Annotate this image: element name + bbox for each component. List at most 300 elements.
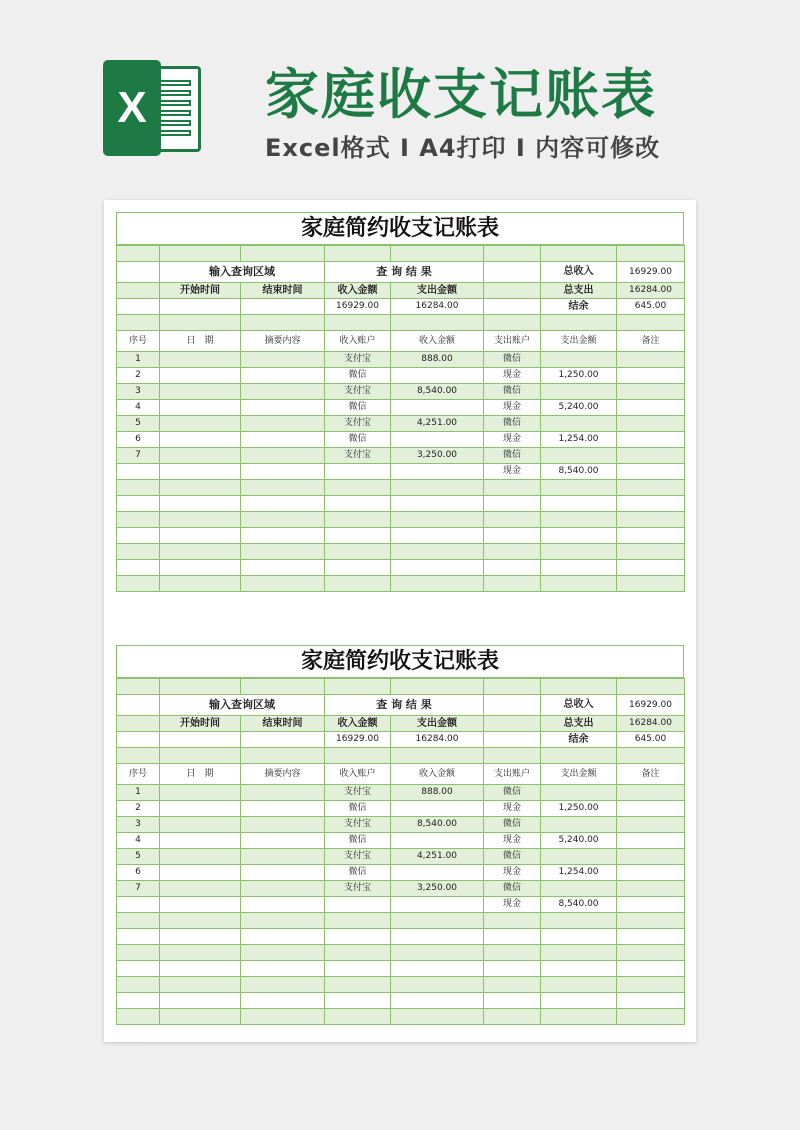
row-date[interactable] [160, 849, 241, 865]
row-date[interactable] [160, 432, 241, 448]
row-expense-account[interactable]: 现金 [484, 400, 541, 416]
row-income-account[interactable] [325, 576, 391, 592]
total-expense-value[interactable]: 16284.00 [617, 716, 685, 732]
spacer-row [117, 679, 685, 695]
query-values-row [117, 732, 685, 748]
col-header-income-account: 收入账户 [325, 331, 391, 352]
row-date[interactable] [160, 865, 241, 881]
row-expense-account[interactable] [484, 480, 541, 496]
row-income-account[interactable] [325, 977, 391, 993]
row-expense-account[interactable] [484, 560, 541, 576]
row-expense-amount[interactable]: 1,254.00 [541, 432, 617, 448]
row-summary[interactable] [241, 416, 325, 432]
row-date[interactable] [160, 480, 241, 496]
row-no[interactable]: 2 [117, 801, 160, 817]
row-income-amount[interactable] [391, 961, 484, 977]
row-no[interactable]: 4 [117, 400, 160, 416]
row-summary[interactable] [241, 512, 325, 528]
row-income-account[interactable]: 微信 [325, 432, 391, 448]
row-note[interactable] [617, 432, 685, 448]
start-time-input[interactable] [160, 299, 241, 315]
row-expense-amount[interactable] [541, 480, 617, 496]
row-note[interactable] [617, 785, 685, 801]
row-expense-account[interactable]: 现金 [484, 368, 541, 384]
row-summary[interactable] [241, 929, 325, 945]
row-date[interactable] [160, 384, 241, 400]
spacer-row [117, 246, 685, 262]
row-expense-amount[interactable]: 8,540.00 [541, 464, 617, 480]
row-expense-amount[interactable]: 1,250.00 [541, 368, 617, 384]
row-expense-account[interactable] [484, 929, 541, 945]
row-income-account[interactable] [325, 993, 391, 1009]
row-expense-amount[interactable]: 1,250.00 [541, 801, 617, 817]
row-date[interactable] [160, 1009, 241, 1025]
balance-value[interactable]: 645.00 [617, 299, 685, 315]
row-no[interactable] [117, 929, 160, 945]
row-expense-amount[interactable] [541, 977, 617, 993]
row-income-amount[interactable]: 3,250.00 [391, 881, 484, 897]
row-note[interactable] [617, 512, 685, 528]
table-row [117, 352, 685, 368]
total-expense-label: 总支出 [541, 716, 617, 732]
row-summary[interactable] [241, 913, 325, 929]
row-expense-amount[interactable] [541, 352, 617, 368]
row-expense-account[interactable]: 现金 [484, 432, 541, 448]
row-income-amount[interactable] [391, 801, 484, 817]
row-no[interactable] [117, 576, 160, 592]
row-note[interactable] [617, 496, 685, 512]
row-income-amount[interactable] [391, 400, 484, 416]
row-no[interactable] [117, 464, 160, 480]
row-income-account[interactable]: 支付宝 [325, 416, 391, 432]
row-income-amount[interactable]: 888.00 [391, 785, 484, 801]
row-income-amount[interactable] [391, 833, 484, 849]
row-income-account[interactable]: 支付宝 [325, 881, 391, 897]
col-header-date: 日 期 [160, 764, 241, 785]
row-income-amount[interactable]: 8,540.00 [391, 384, 484, 400]
row-expense-amount[interactable] [541, 929, 617, 945]
row-income-amount[interactable] [391, 993, 484, 1009]
row-summary[interactable] [241, 432, 325, 448]
row-no[interactable]: 1 [117, 352, 160, 368]
row-note[interactable] [617, 384, 685, 400]
row-note[interactable] [617, 865, 685, 881]
row-income-amount[interactable] [391, 528, 484, 544]
row-date[interactable] [160, 512, 241, 528]
col-header-summary: 摘要内容 [241, 331, 325, 352]
row-note[interactable] [617, 400, 685, 416]
row-expense-account[interactable]: 微信 [484, 352, 541, 368]
row-note[interactable] [617, 993, 685, 1009]
row-no[interactable] [117, 496, 160, 512]
spacer-row [117, 315, 685, 331]
row-expense-amount[interactable] [541, 881, 617, 897]
total-income-value[interactable]: 16929.00 [617, 262, 685, 283]
row-note[interactable] [617, 945, 685, 961]
row-expense-account[interactable] [484, 913, 541, 929]
row-note[interactable] [617, 448, 685, 464]
row-expense-amount[interactable] [541, 817, 617, 833]
row-note[interactable] [617, 961, 685, 977]
row-income-account[interactable] [325, 945, 391, 961]
row-expense-account[interactable]: 微信 [484, 448, 541, 464]
table-row [117, 785, 685, 801]
table-row [117, 1009, 685, 1025]
row-no[interactable]: 3 [117, 817, 160, 833]
row-income-account[interactable] [325, 929, 391, 945]
row-no[interactable] [117, 544, 160, 560]
table-row [117, 368, 685, 384]
row-income-amount[interactable]: 888.00 [391, 352, 484, 368]
row-note[interactable] [617, 801, 685, 817]
row-income-amount[interactable] [391, 368, 484, 384]
row-no[interactable] [117, 977, 160, 993]
query-values-row [117, 299, 685, 315]
row-no[interactable] [117, 560, 160, 576]
column-header-row [117, 764, 685, 785]
table-row [117, 817, 685, 833]
row-summary[interactable] [241, 496, 325, 512]
col-header-income-amount: 收入金额 [391, 764, 484, 785]
row-summary[interactable] [241, 865, 325, 881]
row-income-amount[interactable] [391, 544, 484, 560]
row-date[interactable] [160, 977, 241, 993]
ledger-sheet-1 [116, 212, 684, 592]
row-expense-account[interactable]: 微信 [484, 849, 541, 865]
row-date[interactable] [160, 400, 241, 416]
row-income-amount[interactable]: 3,250.00 [391, 448, 484, 464]
row-summary[interactable] [241, 849, 325, 865]
start-time-input[interactable] [160, 732, 241, 748]
excel-logo-icon [103, 60, 203, 156]
ledger-table [116, 678, 685, 1025]
row-income-amount[interactable] [391, 512, 484, 528]
row-no[interactable] [117, 945, 160, 961]
row-expense-account[interactable]: 现金 [484, 833, 541, 849]
row-expense-amount[interactable]: 8,540.00 [541, 897, 617, 913]
row-date[interactable] [160, 897, 241, 913]
row-date[interactable] [160, 368, 241, 384]
row-income-amount[interactable] [391, 929, 484, 945]
row-expense-account[interactable] [484, 512, 541, 528]
row-expense-account[interactable] [484, 496, 541, 512]
row-note[interactable] [617, 849, 685, 865]
row-income-amount[interactable] [391, 897, 484, 913]
row-note[interactable] [617, 897, 685, 913]
query-area-label: 输入查询区域 [160, 262, 325, 283]
row-summary[interactable] [241, 817, 325, 833]
query-area-label: 输入查询区域 [160, 695, 325, 716]
row-date[interactable] [160, 801, 241, 817]
row-income-account[interactable] [325, 480, 391, 496]
row-expense-account[interactable]: 微信 [484, 817, 541, 833]
col-header-date: 日 期 [160, 331, 241, 352]
row-note[interactable] [617, 1009, 685, 1025]
row-date[interactable] [160, 352, 241, 368]
row-expense-amount[interactable] [541, 384, 617, 400]
row-expense-account[interactable]: 微信 [484, 416, 541, 432]
row-expense-amount[interactable] [541, 1009, 617, 1025]
row-date[interactable] [160, 945, 241, 961]
table-row [117, 496, 685, 512]
row-income-account[interactable] [325, 464, 391, 480]
row-income-account[interactable] [325, 528, 391, 544]
row-summary[interactable] [241, 961, 325, 977]
row-no[interactable]: 5 [117, 849, 160, 865]
row-income-account[interactable] [325, 544, 391, 560]
row-summary[interactable] [241, 945, 325, 961]
row-no[interactable]: 6 [117, 865, 160, 881]
row-income-account[interactable]: 微信 [325, 801, 391, 817]
row-summary[interactable] [241, 384, 325, 400]
row-note[interactable] [617, 464, 685, 480]
row-expense-account[interactable] [484, 977, 541, 993]
row-expense-account[interactable] [484, 945, 541, 961]
row-no[interactable]: 4 [117, 833, 160, 849]
row-expense-amount[interactable] [541, 576, 617, 592]
row-expense-account[interactable] [484, 1009, 541, 1025]
row-note[interactable] [617, 368, 685, 384]
row-date[interactable] [160, 544, 241, 560]
row-no[interactable]: 6 [117, 432, 160, 448]
row-date[interactable] [160, 817, 241, 833]
row-no[interactable] [117, 961, 160, 977]
row-income-account[interactable]: 微信 [325, 368, 391, 384]
row-expense-account[interactable]: 现金 [484, 801, 541, 817]
row-summary[interactable] [241, 833, 325, 849]
row-income-account[interactable]: 支付宝 [325, 817, 391, 833]
table-row [117, 512, 685, 528]
col-header-note: 备注 [617, 331, 685, 352]
row-income-account[interactable] [325, 560, 391, 576]
row-no[interactable]: 5 [117, 416, 160, 432]
row-income-amount[interactable]: 4,251.00 [391, 416, 484, 432]
row-date[interactable] [160, 929, 241, 945]
end-time-input[interactable] [241, 732, 325, 748]
row-no[interactable]: 2 [117, 368, 160, 384]
col-header-income-account: 收入账户 [325, 764, 391, 785]
balance-value[interactable]: 645.00 [617, 732, 685, 748]
row-income-amount[interactable]: 4,251.00 [391, 849, 484, 865]
row-expense-amount[interactable] [541, 528, 617, 544]
row-summary[interactable] [241, 1009, 325, 1025]
row-date[interactable] [160, 913, 241, 929]
row-no[interactable] [117, 528, 160, 544]
row-income-account[interactable]: 支付宝 [325, 448, 391, 464]
row-date[interactable] [160, 528, 241, 544]
row-note[interactable] [617, 929, 685, 945]
row-no[interactable]: 3 [117, 384, 160, 400]
income-amount-label: 收入金额 [325, 716, 391, 732]
row-expense-amount[interactable] [541, 496, 617, 512]
sheet-title: 家庭简约收支记账表 [116, 645, 684, 678]
row-note[interactable] [617, 528, 685, 544]
row-income-account[interactable] [325, 512, 391, 528]
row-date[interactable] [160, 785, 241, 801]
row-date[interactable] [160, 496, 241, 512]
row-summary[interactable] [241, 448, 325, 464]
row-summary[interactable] [241, 528, 325, 544]
row-income-amount[interactable] [391, 865, 484, 881]
row-income-amount[interactable] [391, 1009, 484, 1025]
row-expense-amount[interactable] [541, 560, 617, 576]
row-summary[interactable] [241, 993, 325, 1009]
table-row [117, 833, 685, 849]
row-date[interactable] [160, 993, 241, 1009]
row-income-amount[interactable] [391, 480, 484, 496]
table-row [117, 576, 685, 592]
row-expense-amount[interactable] [541, 785, 617, 801]
row-income-amount[interactable] [391, 977, 484, 993]
row-date[interactable] [160, 961, 241, 977]
row-income-account[interactable]: 支付宝 [325, 352, 391, 368]
ledger-sheet-2 [116, 645, 684, 1025]
row-expense-amount[interactable] [541, 448, 617, 464]
row-expense-account[interactable]: 微信 [484, 881, 541, 897]
row-income-amount[interactable] [391, 464, 484, 480]
table-row [117, 801, 685, 817]
table-row [117, 528, 685, 544]
row-summary[interactable] [241, 801, 325, 817]
row-income-account[interactable] [325, 897, 391, 913]
row-income-account[interactable] [325, 913, 391, 929]
row-expense-account[interactable] [484, 528, 541, 544]
row-date[interactable] [160, 833, 241, 849]
row-note[interactable] [617, 560, 685, 576]
row-no[interactable] [117, 480, 160, 496]
row-expense-amount[interactable] [541, 945, 617, 961]
row-expense-account[interactable]: 现金 [484, 897, 541, 913]
row-income-account[interactable]: 支付宝 [325, 849, 391, 865]
row-income-account[interactable]: 支付宝 [325, 785, 391, 801]
row-expense-amount[interactable]: 1,254.00 [541, 865, 617, 881]
row-income-account[interactable] [325, 1009, 391, 1025]
row-date[interactable] [160, 881, 241, 897]
row-income-amount[interactable] [391, 576, 484, 592]
row-summary[interactable] [241, 785, 325, 801]
row-summary[interactable] [241, 576, 325, 592]
row-no[interactable]: 7 [117, 448, 160, 464]
row-note[interactable] [617, 881, 685, 897]
income-result-value[interactable]: 16929.00 [325, 299, 391, 315]
row-summary[interactable] [241, 480, 325, 496]
row-summary[interactable] [241, 897, 325, 913]
row-income-account[interactable]: 支付宝 [325, 384, 391, 400]
row-expense-account[interactable]: 现金 [484, 464, 541, 480]
row-income-account[interactable]: 微信 [325, 833, 391, 849]
row-note[interactable] [617, 576, 685, 592]
sheet-title: 家庭简约收支记账表 [116, 212, 684, 245]
row-note[interactable] [617, 352, 685, 368]
income-result-value[interactable]: 16929.00 [325, 732, 391, 748]
col-header-summary: 摘要内容 [241, 764, 325, 785]
row-expense-amount[interactable] [541, 993, 617, 1009]
row-expense-amount[interactable] [541, 544, 617, 560]
row-expense-amount[interactable] [541, 961, 617, 977]
table-row [117, 560, 685, 576]
table-row [117, 945, 685, 961]
row-date[interactable] [160, 448, 241, 464]
row-expense-account[interactable] [484, 961, 541, 977]
row-summary[interactable] [241, 560, 325, 576]
row-date[interactable] [160, 416, 241, 432]
total-expense-value[interactable]: 16284.00 [617, 283, 685, 299]
table-row [117, 480, 685, 496]
row-income-amount[interactable] [391, 432, 484, 448]
col-header-expense-amount: 支出金额 [541, 764, 617, 785]
row-note[interactable] [617, 817, 685, 833]
page-header [0, 0, 800, 190]
row-summary[interactable] [241, 881, 325, 897]
row-expense-amount[interactable] [541, 913, 617, 929]
end-time-label: 结束时间 [241, 283, 325, 299]
row-no[interactable] [117, 913, 160, 929]
row-note[interactable] [617, 913, 685, 929]
row-expense-amount[interactable] [541, 849, 617, 865]
row-expense-amount[interactable] [541, 512, 617, 528]
row-summary[interactable] [241, 464, 325, 480]
row-no[interactable] [117, 512, 160, 528]
row-summary[interactable] [241, 977, 325, 993]
total-income-value[interactable]: 16929.00 [617, 695, 685, 716]
row-income-account[interactable]: 微信 [325, 865, 391, 881]
row-income-amount[interactable] [391, 945, 484, 961]
row-expense-account[interactable] [484, 544, 541, 560]
end-time-input[interactable] [241, 299, 325, 315]
expense-result-value[interactable]: 16284.00 [391, 299, 484, 315]
row-expense-amount[interactable] [541, 416, 617, 432]
row-summary[interactable] [241, 352, 325, 368]
row-expense-account[interactable] [484, 993, 541, 1009]
row-expense-amount[interactable]: 5,240.00 [541, 833, 617, 849]
row-expense-account[interactable] [484, 576, 541, 592]
row-date[interactable] [160, 576, 241, 592]
row-expense-amount[interactable]: 5,240.00 [541, 400, 617, 416]
spacer-row [117, 748, 685, 764]
expense-result-value[interactable]: 16284.00 [391, 732, 484, 748]
table-row [117, 929, 685, 945]
row-note[interactable] [617, 977, 685, 993]
row-summary[interactable] [241, 400, 325, 416]
row-expense-account[interactable]: 微信 [484, 384, 541, 400]
row-income-account[interactable]: 微信 [325, 400, 391, 416]
row-income-account[interactable] [325, 496, 391, 512]
row-note[interactable] [617, 544, 685, 560]
row-no[interactable] [117, 897, 160, 913]
row-summary[interactable] [241, 368, 325, 384]
row-note[interactable] [617, 833, 685, 849]
row-expense-account[interactable]: 现金 [484, 865, 541, 881]
col-header-expense-account: 支出账户 [484, 331, 541, 352]
row-income-amount[interactable]: 8,540.00 [391, 817, 484, 833]
row-no[interactable] [117, 1009, 160, 1025]
row-expense-account[interactable]: 微信 [484, 785, 541, 801]
row-date[interactable] [160, 464, 241, 480]
row-no[interactable]: 1 [117, 785, 160, 801]
row-note[interactable] [617, 480, 685, 496]
row-date[interactable] [160, 560, 241, 576]
table-row [117, 464, 685, 480]
query-header-row [117, 262, 685, 283]
row-income-amount[interactable] [391, 913, 484, 929]
row-summary[interactable] [241, 544, 325, 560]
row-income-account[interactable] [325, 961, 391, 977]
row-note[interactable] [617, 416, 685, 432]
row-income-amount[interactable] [391, 496, 484, 512]
row-income-amount[interactable] [391, 560, 484, 576]
row-no[interactable] [117, 993, 160, 1009]
row-no[interactable]: 7 [117, 881, 160, 897]
